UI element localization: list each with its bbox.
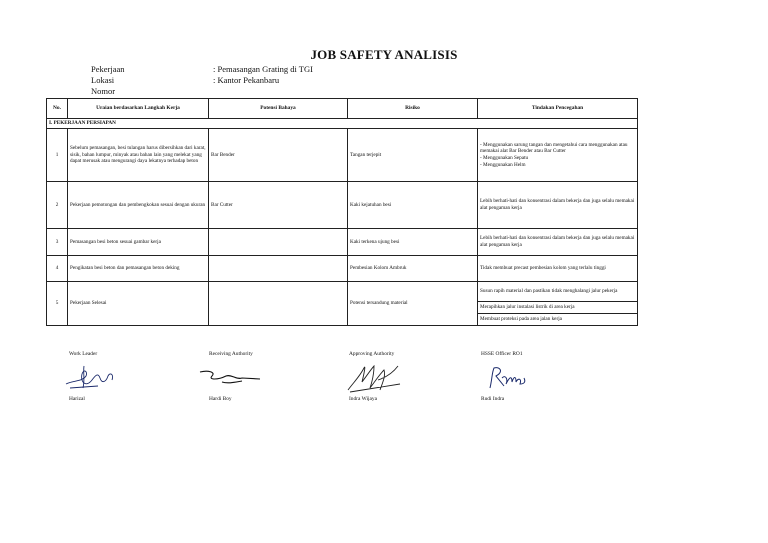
row-hazard bbox=[209, 256, 348, 282]
table-row bbox=[47, 129, 638, 182]
document-title: JOB SAFETY ANALISIS bbox=[310, 47, 458, 62]
table-row bbox=[47, 282, 638, 302]
row-prevention: Susun rapih material dan pastikan tidak menghalangi jalur pekerja bbox=[478, 282, 638, 302]
signature-hsse-officer bbox=[484, 364, 528, 392]
meta-label-lokasi: Lokasi bbox=[91, 75, 115, 85]
signature-role-receiving-authority: Receiving Authority bbox=[209, 351, 253, 357]
signature-approving-authority bbox=[344, 360, 410, 394]
row-risk: Pembesian Kolom Ambruk bbox=[348, 256, 478, 282]
row-prevention: Membuat proteksi pada area jalan kerja bbox=[478, 314, 638, 326]
row-risk: Potensi tersandung material bbox=[348, 282, 478, 326]
row-step: Pekerjaan Selesai bbox=[68, 282, 209, 326]
row-number: 4 bbox=[47, 256, 68, 282]
section-row bbox=[47, 119, 638, 129]
header-no: No. bbox=[47, 99, 68, 119]
row-number: 3 bbox=[47, 229, 68, 256]
row-step: Sebelum pemasangan, besi tulangan harus dibersihkan dari karat, sisik, bahan lumpur, minyak atau bahan lain yang melekat yang dapat merusak atau mengurangi daya lekatnya terhadap beton bbox=[68, 129, 209, 182]
row-hazard: Bar Bender bbox=[209, 129, 348, 182]
jsa-table bbox=[46, 98, 638, 326]
row-hazard bbox=[209, 229, 348, 256]
row-prevention: - Menggunakan sarung tangan dan mengetahui cara menggunakan atau memakai alat Bar Bender atau Bar Cutter - Menggunakan Sepatu - Menggunakan Helm bbox=[478, 129, 638, 182]
row-risk: Kaki terkena ujung besi bbox=[348, 229, 478, 256]
table-row bbox=[47, 182, 638, 229]
signature-name-work-leader: Harizal bbox=[69, 396, 85, 402]
header-step: Uraian berdasarkan Langkah Kerja bbox=[68, 99, 209, 119]
row-step: Pemasangan besi beton sesuai gambar kerja bbox=[68, 229, 209, 256]
row-number: 5 bbox=[47, 282, 68, 326]
row-risk: Tangan terjepit bbox=[348, 129, 478, 182]
signature-receiving-authority bbox=[198, 366, 264, 386]
row-hazard: Bar Cutter bbox=[209, 182, 348, 229]
meta-label-nomor: Nomor bbox=[91, 86, 116, 96]
row-risk: Kaki kejatuhan besi bbox=[348, 182, 478, 229]
meta-value-pekerjaan: : Pemasangan Grating di TGI bbox=[213, 64, 313, 74]
table-header-row bbox=[47, 99, 638, 119]
header-risk: Risiko bbox=[348, 99, 478, 119]
row-number: 2 bbox=[47, 182, 68, 229]
row-prevention: Merapihkan jalur instalasi listrik di area kerja bbox=[478, 302, 638, 314]
header-prevention: Tindakan Pencegahan bbox=[478, 99, 638, 119]
row-prevention: Tidak membuat precast pembesian kolom yang terlalu tinggi bbox=[478, 256, 638, 282]
row-number: 1 bbox=[47, 129, 68, 182]
table-row bbox=[47, 256, 638, 282]
signature-role-approving-authority: Approving Authority bbox=[349, 351, 395, 357]
row-step: Pekerjaan pemotongan dan pembengkokan sesuai dengan ukuran bbox=[68, 182, 209, 229]
row-prevention: Lebih berhati-hati dan konsentrasi dalam bekerja dan juga selalu memakai alat pengaman kerja bbox=[478, 182, 638, 229]
signature-role-hsse-officer: HSSE Officer RO1 bbox=[481, 351, 523, 357]
meta-value-lokasi: : Kantor Pekanbaru bbox=[213, 75, 280, 85]
table-row bbox=[47, 229, 638, 256]
meta-label-pekerjaan: Pekerjaan bbox=[91, 64, 125, 74]
signature-name-approving-authority: Indra Wijaya bbox=[349, 396, 377, 402]
row-prevention: Lebih berhati-hati dan konsentrasi dalam bekerja dan juga selalu memakai alat pengaman kerja bbox=[478, 229, 638, 256]
signature-name-hsse-officer: Rudi Indra bbox=[481, 396, 505, 402]
row-hazard bbox=[209, 282, 348, 326]
signature-role-work-leader: Work Leader bbox=[69, 351, 98, 357]
row-step: Pengikatan besi beton dan pemasangan beton deking bbox=[68, 256, 209, 282]
section-title: I. PEKERJAAN PERSIAPAN bbox=[47, 119, 638, 129]
signature-name-receiving-authority: Hardi Boy bbox=[209, 396, 232, 402]
signature-work-leader bbox=[62, 362, 122, 392]
header-hazard: Potensi Bahaya bbox=[209, 99, 348, 119]
